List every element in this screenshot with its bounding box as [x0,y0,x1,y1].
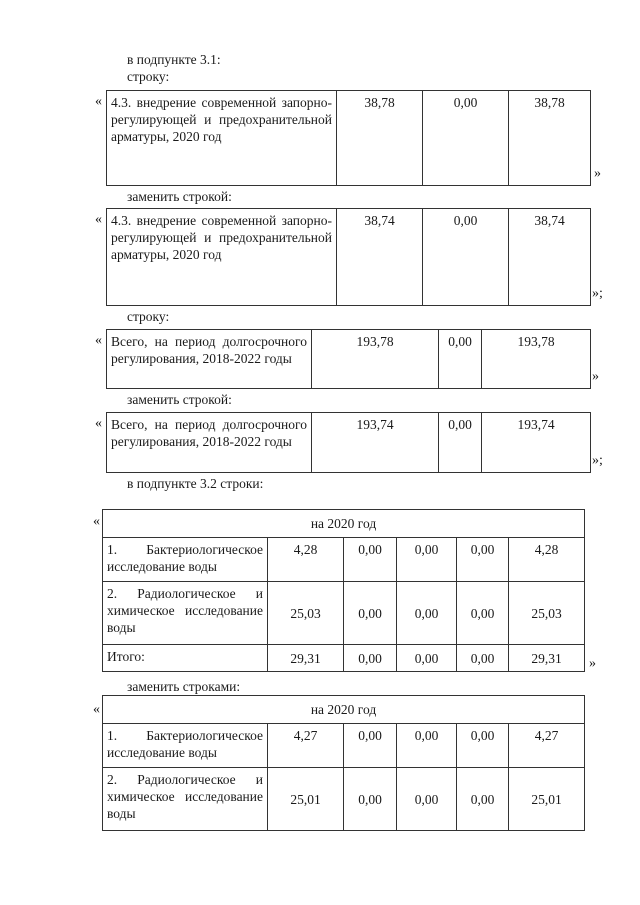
value-cell: 25,01 [509,768,585,831]
value-cell: 0,00 [439,413,482,473]
value-cell: 0,00 [344,538,397,582]
row-description: 1. Бактериологическое исследование воды [103,724,268,768]
value-cell: 4,28 [509,538,585,582]
value-cell: 38,74 [337,209,423,306]
intro-line-2: строку: [127,69,170,84]
value-cell: 0,00 [344,582,397,645]
value-cell: 25,01 [268,768,344,831]
value-cell: 0,00 [397,582,457,645]
open-quote: « [95,416,102,431]
table-row [103,538,585,582]
table-block-2 [106,208,591,306]
value-cell: 0,00 [439,330,482,389]
value-cell: 0,00 [344,724,397,768]
table-block-4 [106,412,591,473]
open-quote: « [93,702,100,717]
table-row [103,724,585,768]
value-cell: 0,00 [457,538,509,582]
value-cell: 0,00 [397,645,457,672]
table-block-1 [106,90,591,186]
row-description: 1. Бактериологическое исследование воды [103,538,268,582]
table-header: на 2020 год [103,696,585,724]
value-cell: 0,00 [397,538,457,582]
value-cell: 38,78 [509,91,591,186]
replace-label: заменить строкой: [127,189,232,204]
value-cell: 25,03 [509,582,585,645]
value-cell: 25,03 [268,582,344,645]
table-block-3 [106,329,591,389]
value-cell: 4,27 [509,724,585,768]
close-quote: » [592,369,599,384]
value-cell: 0,00 [397,768,457,831]
table-row [103,768,585,831]
value-cell: 193,78 [312,330,439,389]
row-description: 2. Радиологическое и химическое исследование воды [103,768,268,831]
value-cell: 4,28 [268,538,344,582]
value-cell: 0,00 [344,768,397,831]
replace-label: заменить строкой: [127,392,232,407]
row-description: 4.3. внедрение современной запорно-регулирующей и предохранительной арматуры, 2020 год [107,209,337,306]
table-row [103,582,585,645]
open-quote: « [95,94,102,109]
row-description: Итого: [103,645,268,672]
value-cell: 193,74 [312,413,439,473]
table-subpoint-3-2-old [102,509,585,672]
row-description: Всего, на период долгосрочного регулирования, 2018-2022 годы [107,330,312,389]
open-quote: « [95,333,102,348]
subpoint-label: в подпункте 3.2 строки: [127,476,264,491]
close-quote: » [594,166,601,181]
intro-line-1: в подпункте 3.1: [127,52,221,67]
value-cell: 38,78 [337,91,423,186]
value-cell: 29,31 [268,645,344,672]
close-quote: »; [592,286,603,301]
value-cell: 4,27 [268,724,344,768]
value-cell: 38,74 [509,209,591,306]
value-cell: 0,00 [457,724,509,768]
value-cell: 0,00 [423,91,509,186]
table-subpoint-3-2-new [102,695,585,831]
value-cell: 0,00 [457,645,509,672]
close-quote: » [589,656,596,671]
open-quote: « [93,514,100,529]
value-cell: 0,00 [397,724,457,768]
table-header: на 2020 год [103,510,585,538]
close-quote: »; [592,453,603,468]
value-cell: 0,00 [344,645,397,672]
value-cell: 0,00 [457,582,509,645]
row-label: строку: [127,309,170,324]
row-description: 4.3. внедрение современной запорно-регулирующей и предохранительной арматуры, 2020 год [107,91,337,186]
replace-label: заменить строками: [127,679,241,694]
value-cell: 0,00 [457,768,509,831]
value-cell: 0,00 [423,209,509,306]
open-quote: « [95,212,102,227]
row-description: Всего, на период долгосрочного регулирования, 2018-2022 годы [107,413,312,473]
table-row [103,645,585,672]
value-cell: 29,31 [509,645,585,672]
value-cell: 193,78 [482,330,591,389]
value-cell: 193,74 [482,413,591,473]
row-description: 2. Радиологическое и химическое исследование воды [103,582,268,645]
